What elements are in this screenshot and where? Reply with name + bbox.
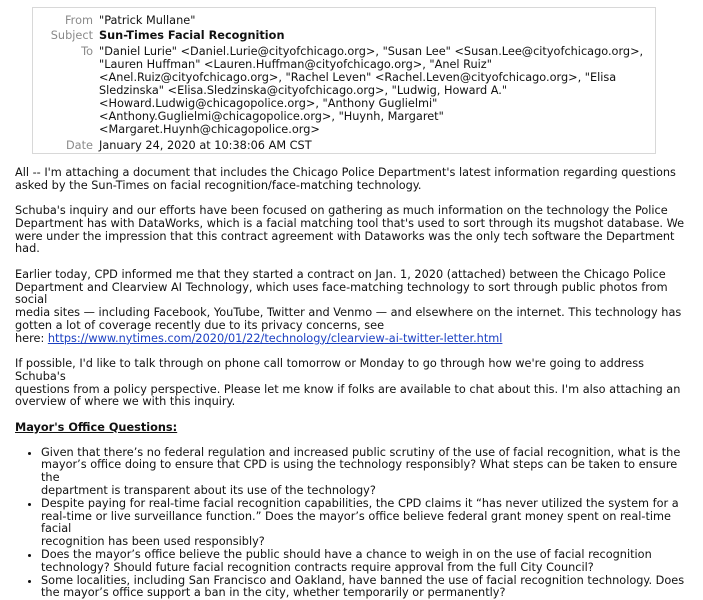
to-line: "Daniel Lurie" <Daniel.Lurie@cityofchicago.org>, "Susan Lee" <Susan.Lee@cityofchicago.org>, (99, 45, 644, 58)
to-line: <Howard.Ludwig@chicagopolice.org>, "Anthony Guglielmi" (99, 97, 438, 110)
paragraph-intro: All -- I'm attaching a document that includes the Chicago Police Department's latest information regarding questions asked by the Sun-Times on facial recognition/face-matching technology. (15, 166, 676, 192)
from-label: From (65, 14, 93, 27)
subject-label: Subject (50, 29, 93, 42)
from-value[interactable]: "Patrick Mullane" (99, 14, 196, 27)
question-item: • Despite paying for real-time facial recognition capabilities, the CPD claims it “has never utilized the system for a real-time or live surveillance function.” Does the mayor’s office believe federal grant money spent on real-time facial recognition has been used responsibly? (41, 498, 697, 549)
date-value: January 24, 2020 at 10:38:06 AM CST (99, 139, 312, 152)
paragraph-clearview: Earlier today, CPD informed me that they started a contract on Jan. 1, 2020 (attached) between the Chicago Police Department and Clearview AI Technology, which uses face-matching technology to sort through public photos from social media sites — including Facebook, YouTube, Twitter and Venmo — and elsewhere on the internet. This technology has gotten a lot of coverage recently due to its privacy concerns, see here: https://www.nytimes.com/2020/01/22/technology/clearview-ai-twitter-letter.html (15, 267, 682, 345)
questions-heading: Mayor's Office Questions: (15, 420, 178, 434)
to-label: To (81, 45, 93, 58)
to-recipients[interactable] (99, 45, 647, 136)
nytimes-link[interactable]: https://www.nytimes.com/2020/01/22/technology/clearview-ai-twitter-letter.html (47, 331, 503, 345)
question-item: • Does the mayor’s office believe the public should have a chance to weigh in on the use of facial recognition technology? Should future facial recognition contracts require approval from the full City Council? (41, 549, 697, 575)
to-line: "Lauren Huffman" <Lauren.Huffman@cityofchicago.org>, "Anel Ruiz" (99, 58, 492, 71)
questions-list (15, 447, 697, 600)
subject-value: Sun-Times Facial Recognition (99, 29, 285, 42)
paragraph-followup: If possible, I'd like to talk through on phone call tomorrow or Monday to go through how we're going to address Schuba's questions from a policy perspective. Please let me know if folks are available to chat about this. I'm also attaching an overview of where we with this inquiry. (15, 357, 681, 409)
to-line: <Anel.Ruiz@cityofchicago.org>, "Rachel Leven" <Rachel.Leven@cityofchicago.org>, "Elisa (99, 71, 617, 84)
to-line: <Margaret.Huynh@chicagopolice.org> (99, 123, 320, 136)
question-item: • Given that there’s no federal regulation and increased public scrutiny of the use of facial recognition, what is the mayor’s office doing to ensure that CPD is using the technology responsibly? What steps can be taken to ensure the department is transparent about its use of the technology? (41, 447, 697, 498)
email-body (15, 167, 697, 600)
question-item: • Some localities, including San Francisco and Oakland, have banned the use of facial recognition technology. Does the mayor’s office support a ban in the city, whether temporarily or permanently? (41, 575, 697, 600)
date-label: Date (65, 139, 93, 152)
to-line: Sledzinska" <Elisa.Sledzinska@cityofchicago.org>, "Ludwig, Howard A." (99, 84, 508, 97)
paragraph-dataworks: Schuba's inquiry and our efforts have been focused on gathering as much information on the technology the Police Department has with DataWorks, which is a facial matching tool that's used to sort through its mugshot database. We were under the impression that this contract agreement with Dataworks was the only tech software the Department had. (15, 204, 685, 256)
email-header (32, 7, 656, 154)
to-line: <Anthony.Guglielmi@chicagopolice.org>, "Huynh, Margaret" (99, 110, 444, 123)
